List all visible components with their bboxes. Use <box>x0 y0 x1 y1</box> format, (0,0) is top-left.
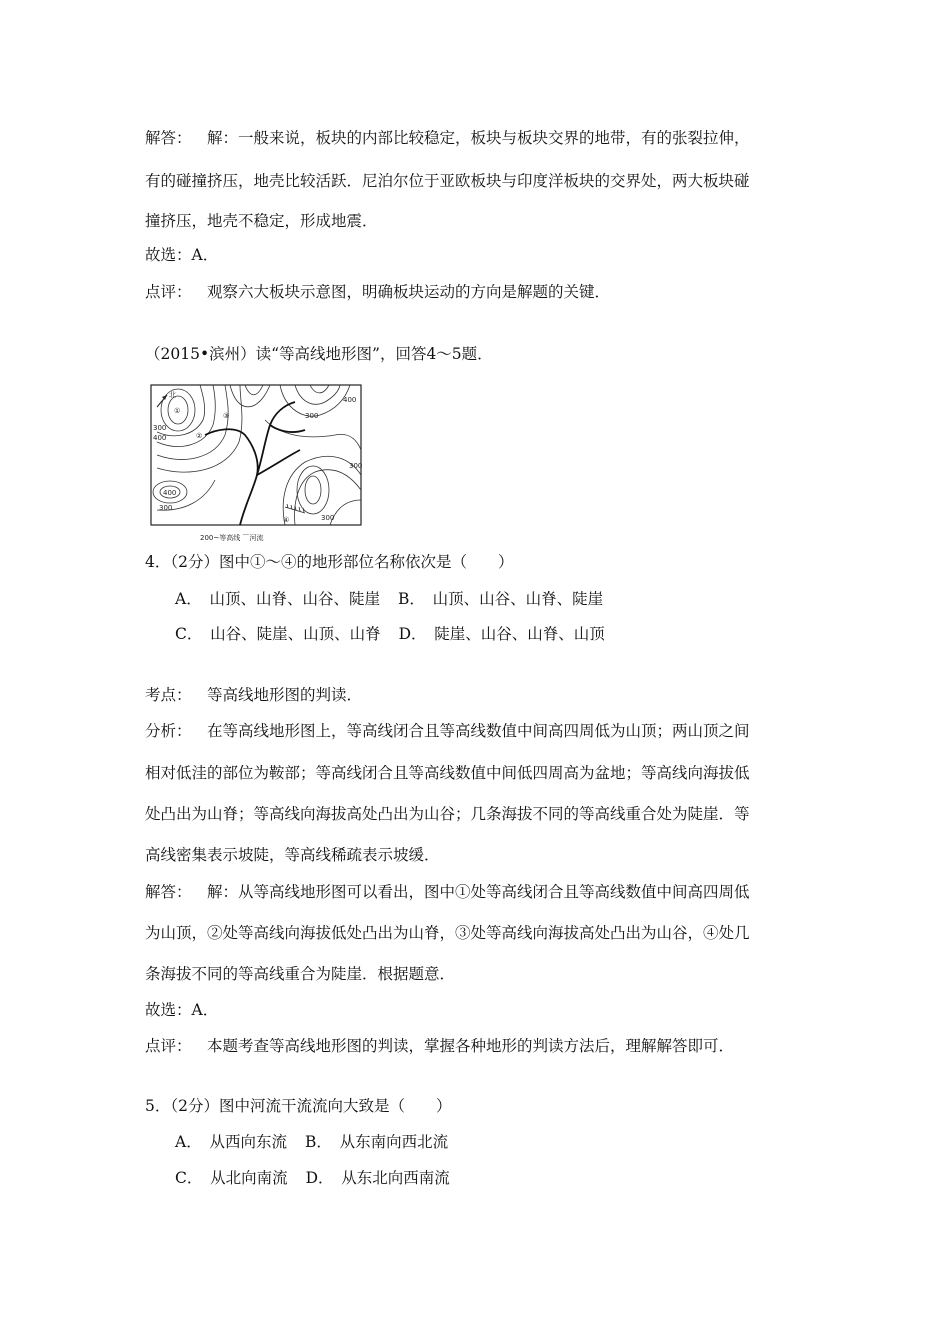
comment-label: 点评： <box>145 283 192 301</box>
q4-kaodian <box>145 685 362 705</box>
q4-option-c: C． 山谷、陡崖、山顶、山脊 <box>175 625 381 643</box>
contour-label: 400 <box>163 489 177 497</box>
answer-text: 解：从等高线地形图可以看出，图中①处等高线闭合且等高线数值中间高四周低 <box>207 883 750 901</box>
q5-option-b: B． 从东南向西北流 <box>304 1133 449 1151</box>
q5-options-row-2 <box>175 1168 450 1188</box>
answer-line-3: 撞挤压，地壳不稳定，形成地震． <box>145 212 378 230</box>
comment-line <box>145 282 610 302</box>
comment-text: 本题考查等高线地形图的判读，掌握各种地形的判读方法后，理解解答即可． <box>207 1037 735 1055</box>
contour-label: 300 <box>321 514 335 522</box>
answer-line-1 <box>145 128 750 148</box>
q4-fenxi-3: 处凸出为山脊；等高线向海拔高处凸出为山谷；几条海拔不同的等高线重合处为陡崖．等 <box>145 805 750 823</box>
comment-text: 观察六大板块示意图，明确板块运动的方向是解题的关键． <box>207 283 611 301</box>
q4-choice: 故选：A． <box>145 1001 219 1019</box>
q5-option-d: D． 从东北向西南流 <box>305 1169 450 1187</box>
contour-label: 300 <box>305 412 319 420</box>
q4-comment <box>145 1036 734 1056</box>
q4-option-b: B． 山顶、山谷、山脊、陡崖 <box>397 590 604 608</box>
contour-label: 300 <box>153 424 167 432</box>
q4-answer-2: 为山顶，②处等高线向海拔低处凸出为山脊，③处等高线向海拔高处凸出为山谷，④处几 <box>145 924 750 942</box>
contour-label: 300 <box>159 504 173 512</box>
comment-label: 点评： <box>145 1037 192 1055</box>
map-legend: 200~等高线 ⌒河流 <box>200 534 264 542</box>
point-2-label: ② <box>196 432 203 440</box>
north-label: 北 <box>169 391 176 399</box>
q4-stem: 4．（2分）图中①～④的地形部位名称依次是（ ） <box>145 553 514 571</box>
q4-fenxi-4: 高线密集表示坡陡，等高线稀疏表示坡缓． <box>145 846 440 864</box>
point-1-label: ① <box>174 407 181 415</box>
q5-options-row-1 <box>175 1132 448 1152</box>
q4-options-row-2 <box>175 624 605 644</box>
answer-text: 解：一般来说，板块的内部比较稳定，板块与板块交界的地带，有的张裂拉伸， <box>207 129 750 147</box>
point-3-label: ③ <box>223 412 230 420</box>
choice-line: 故选：A． <box>145 246 219 264</box>
q4-fenxi-1 <box>145 721 750 741</box>
q5-option-c: C． 从北向南流 <box>175 1169 288 1187</box>
q4-options-row-1 <box>175 589 603 609</box>
question-intro: （2015•滨州）读“等高线地形图”，回答4～5题． <box>145 345 493 363</box>
answer-line-2: 有的碰撞挤压，地壳比较活跃．尼泊尔位于亚欧板块与印度洋板块的交界处，两大板块碰 <box>145 172 750 190</box>
q4-answer-3: 条海拔不同的等高线重合为陡崖．根据题意． <box>145 965 456 983</box>
q4-option-a: A． 山顶、山脊、山谷、陡崖 <box>175 590 380 608</box>
q4-option-d: D． 陡崖、山谷、山脊、山顶 <box>398 625 605 643</box>
kaodian-text: 等高线地形图的判读． <box>207 686 363 704</box>
kaodian-label: 考点： <box>145 686 192 704</box>
fenxi-text: 在等高线地形图上，等高线闭合且等高线数值中间高四周低为山顶；两山顶之间 <box>207 722 750 740</box>
q5-option-a: A． 从西向东流 <box>175 1133 287 1151</box>
contour-map <box>145 380 367 545</box>
fenxi-label: 分析： <box>145 722 192 740</box>
q5-stem: 5．（2分）图中河流干流流向大致是（ ） <box>145 1097 452 1115</box>
q4-answer-1 <box>145 882 750 902</box>
contour-label: 400 <box>343 396 357 404</box>
contour-label: 300 <box>349 462 363 470</box>
q4-fenxi-2: 相对低洼的部位为鞍部；等高线闭合且等高线数值中间低四周高为盆地；等高线向海拔低 <box>145 764 750 782</box>
point-4-label: ④ <box>283 516 290 524</box>
answer-label: 解答： <box>145 883 192 901</box>
contour-label: 400 <box>153 434 167 442</box>
answer-label: 解答： <box>145 129 192 147</box>
